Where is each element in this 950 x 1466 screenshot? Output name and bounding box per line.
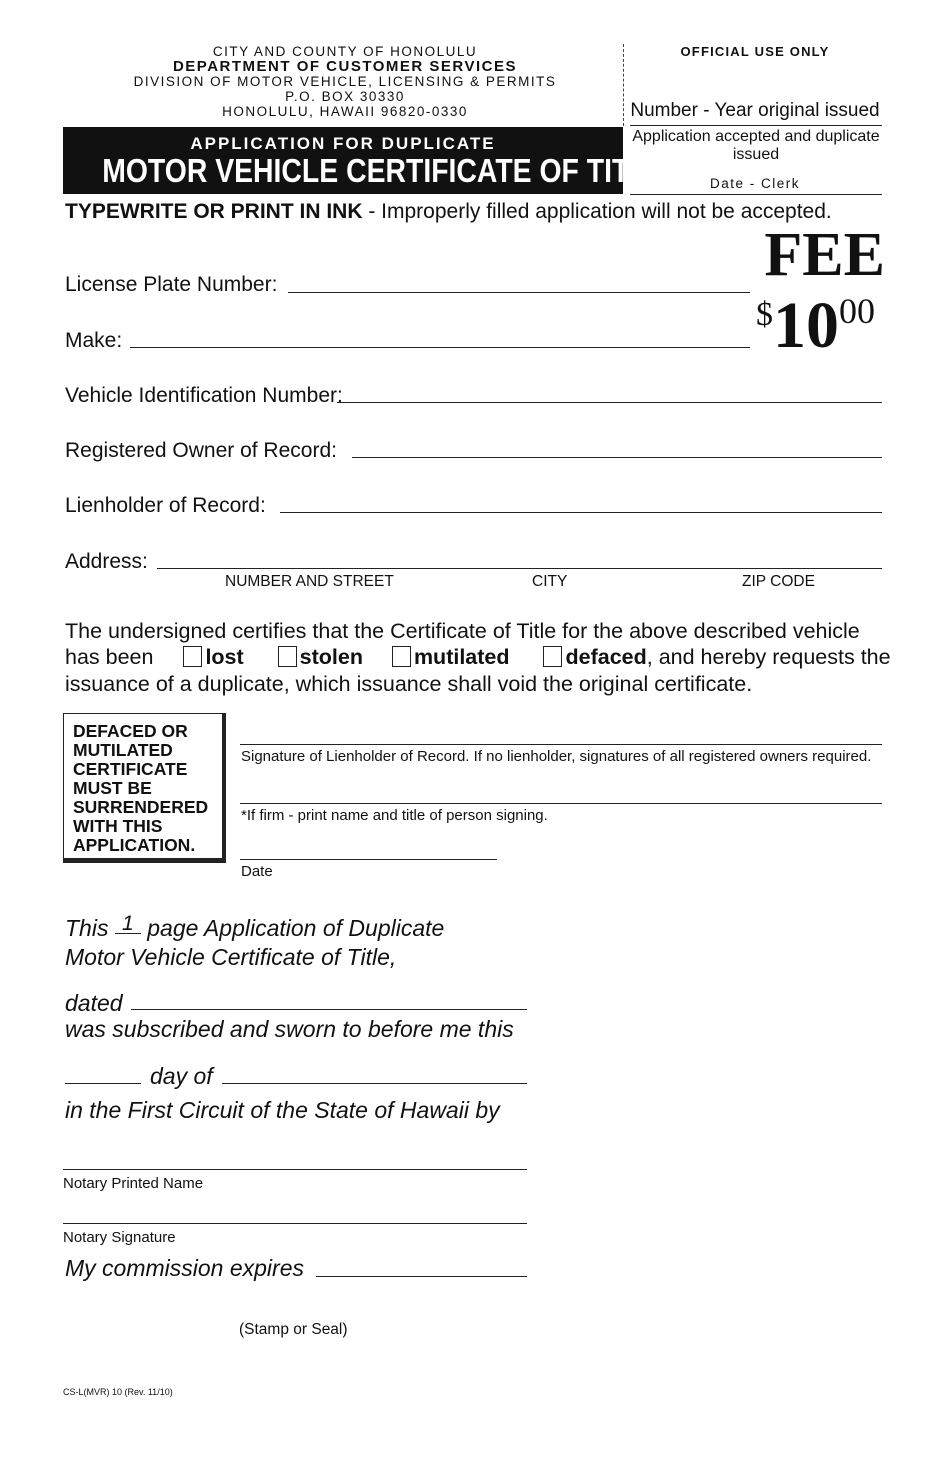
firm-name-field[interactable] bbox=[240, 803, 882, 804]
form-title-box bbox=[63, 127, 666, 194]
agency-line-3: DIVISION OF MOTOR VEHICLE, LICENSING & PERMITS bbox=[133, 74, 557, 89]
notary-commission: My commission expires bbox=[65, 1255, 304, 1281]
agency-header bbox=[65, 44, 625, 119]
vin-field[interactable] bbox=[337, 402, 882, 403]
fee-label: FEE bbox=[764, 221, 885, 289]
warning-line-4: MUST BE bbox=[73, 778, 152, 798]
warning-line-2: MUTILATED bbox=[73, 740, 173, 760]
notary-sworn: was subscribed and sworn to before me this bbox=[65, 1016, 514, 1042]
certify-requests: , and hereby requests the bbox=[646, 645, 891, 669]
instructions-rest: - Improperly filled application will not be accepted. bbox=[362, 200, 832, 223]
form-code: CS-L(MVR) 10 (Rev. 11/10) bbox=[63, 1387, 173, 1397]
lienholder-signature-caption: Signature of Lienholder of Record. If no lienholder, signatures of all registered owners required. bbox=[241, 748, 872, 765]
official-date-clerk: Date - Clerk bbox=[709, 176, 800, 191]
address-field[interactable] bbox=[157, 568, 882, 569]
official-use-title: OFFICIAL USE ONLY bbox=[680, 44, 830, 59]
agency-line-4: P.O. BOX 30330 bbox=[285, 89, 405, 104]
stolen-checkbox[interactable] bbox=[278, 646, 297, 667]
instructions bbox=[65, 200, 832, 224]
mutilated-checkbox[interactable] bbox=[392, 646, 411, 667]
notary-page-count[interactable]: 1 bbox=[115, 915, 141, 934]
official-accepted: Application accepted and duplicate issued bbox=[632, 128, 880, 163]
notary-dated-field[interactable] bbox=[131, 1009, 527, 1010]
agency-line-1: CITY AND COUNTY OF HONOLULU bbox=[212, 44, 478, 59]
official-number-year: Number - Year original issued bbox=[630, 100, 880, 121]
notary-line-1 bbox=[65, 912, 445, 942]
warning-line-1: DEFACED OR bbox=[73, 721, 188, 741]
address-city-caption: CITY bbox=[532, 573, 568, 590]
lienholder-field[interactable] bbox=[280, 512, 882, 513]
form-title-line-1: APPLICATION FOR DUPLICATE bbox=[190, 134, 496, 153]
notary-printed-name-field[interactable] bbox=[63, 1169, 527, 1170]
owner-field[interactable] bbox=[352, 457, 882, 458]
warning-box bbox=[63, 713, 226, 863]
notary-month-field[interactable] bbox=[222, 1083, 527, 1084]
official-line-2 bbox=[630, 194, 882, 195]
notary-day-of: day of bbox=[150, 1063, 213, 1089]
notary-line-2: Motor Vehicle Certificate of Title, bbox=[65, 944, 397, 970]
official-line-1 bbox=[630, 125, 882, 126]
stolen-label: stolen bbox=[299, 645, 363, 669]
owner-label: Registered Owner of Record: bbox=[65, 439, 337, 462]
warning-line-7: APPLICATION. bbox=[73, 835, 196, 855]
notary-commission-field[interactable] bbox=[316, 1276, 527, 1277]
fee-amount bbox=[756, 280, 886, 374]
lost-label: lost bbox=[205, 645, 244, 669]
plate-label: License Plate Number: bbox=[65, 273, 278, 296]
firm-caption: *If firm - print name and title of person signing. bbox=[241, 807, 548, 824]
lienholder-signature-field[interactable] bbox=[240, 744, 882, 745]
warning-line-5: SURRENDERED bbox=[73, 797, 209, 817]
agency-line-5: HONOLULU, HAWAII 96820-0330 bbox=[222, 104, 468, 119]
vin-label: Vehicle Identification Number: bbox=[65, 384, 343, 407]
signature-date-field[interactable] bbox=[240, 859, 497, 860]
notary-circuit: in the First Circuit of the State of Hawaii by bbox=[65, 1097, 500, 1123]
mutilated-label: mutilated bbox=[413, 645, 510, 669]
lienholder-label: Lienholder of Record: bbox=[65, 494, 266, 517]
notary-stamp: (Stamp or Seal) bbox=[239, 1321, 348, 1338]
fee-dollars: 10 bbox=[773, 289, 839, 362]
form-title-line-2: MOTOR VEHICLE CERTIFICATE OF TITLE bbox=[102, 152, 666, 189]
defaced-label: defaced bbox=[565, 645, 647, 669]
notary-page-app: page Application of Duplicate bbox=[147, 915, 445, 941]
certify-has-been: has been bbox=[65, 645, 154, 669]
notary-dated-label: dated bbox=[65, 990, 123, 1016]
notary-signature-caption: Notary Signature bbox=[63, 1229, 176, 1246]
address-label: Address: bbox=[65, 550, 148, 573]
make-label: Make: bbox=[65, 329, 123, 352]
certify-line-3: issuance of a duplicate, which issuance shall void the original certificate. bbox=[65, 672, 753, 696]
fee-cents: 00 bbox=[839, 291, 875, 331]
certify-line-2 bbox=[65, 645, 891, 670]
instructions-bold: TYPEWRITE OR PRINT IN INK bbox=[65, 200, 363, 223]
address-street-caption: NUMBER AND STREET bbox=[225, 573, 394, 590]
notary-this: This bbox=[65, 915, 109, 941]
defaced-checkbox[interactable] bbox=[543, 646, 562, 667]
make-field[interactable] bbox=[130, 347, 750, 348]
signature-date-caption: Date bbox=[241, 863, 273, 880]
notary-signature-field[interactable] bbox=[63, 1223, 527, 1224]
fee-currency: $ bbox=[756, 296, 773, 333]
warning-line-3: CERTIFICATE bbox=[73, 759, 188, 779]
warning-line-6: WITH THIS bbox=[73, 816, 163, 836]
plate-field[interactable] bbox=[288, 292, 750, 293]
header-divider bbox=[623, 44, 624, 126]
address-zip-caption: ZIP CODE bbox=[742, 573, 815, 590]
certify-line-1: The undersigned certifies that the Certificate of Title for the above described vehicle bbox=[65, 619, 860, 643]
lost-checkbox[interactable] bbox=[183, 646, 202, 667]
agency-line-2: DEPARTMENT OF CUSTOMER SERVICES bbox=[172, 58, 518, 75]
notary-printed-name-caption: Notary Printed Name bbox=[63, 1175, 204, 1192]
notary-day-field[interactable] bbox=[65, 1083, 141, 1084]
